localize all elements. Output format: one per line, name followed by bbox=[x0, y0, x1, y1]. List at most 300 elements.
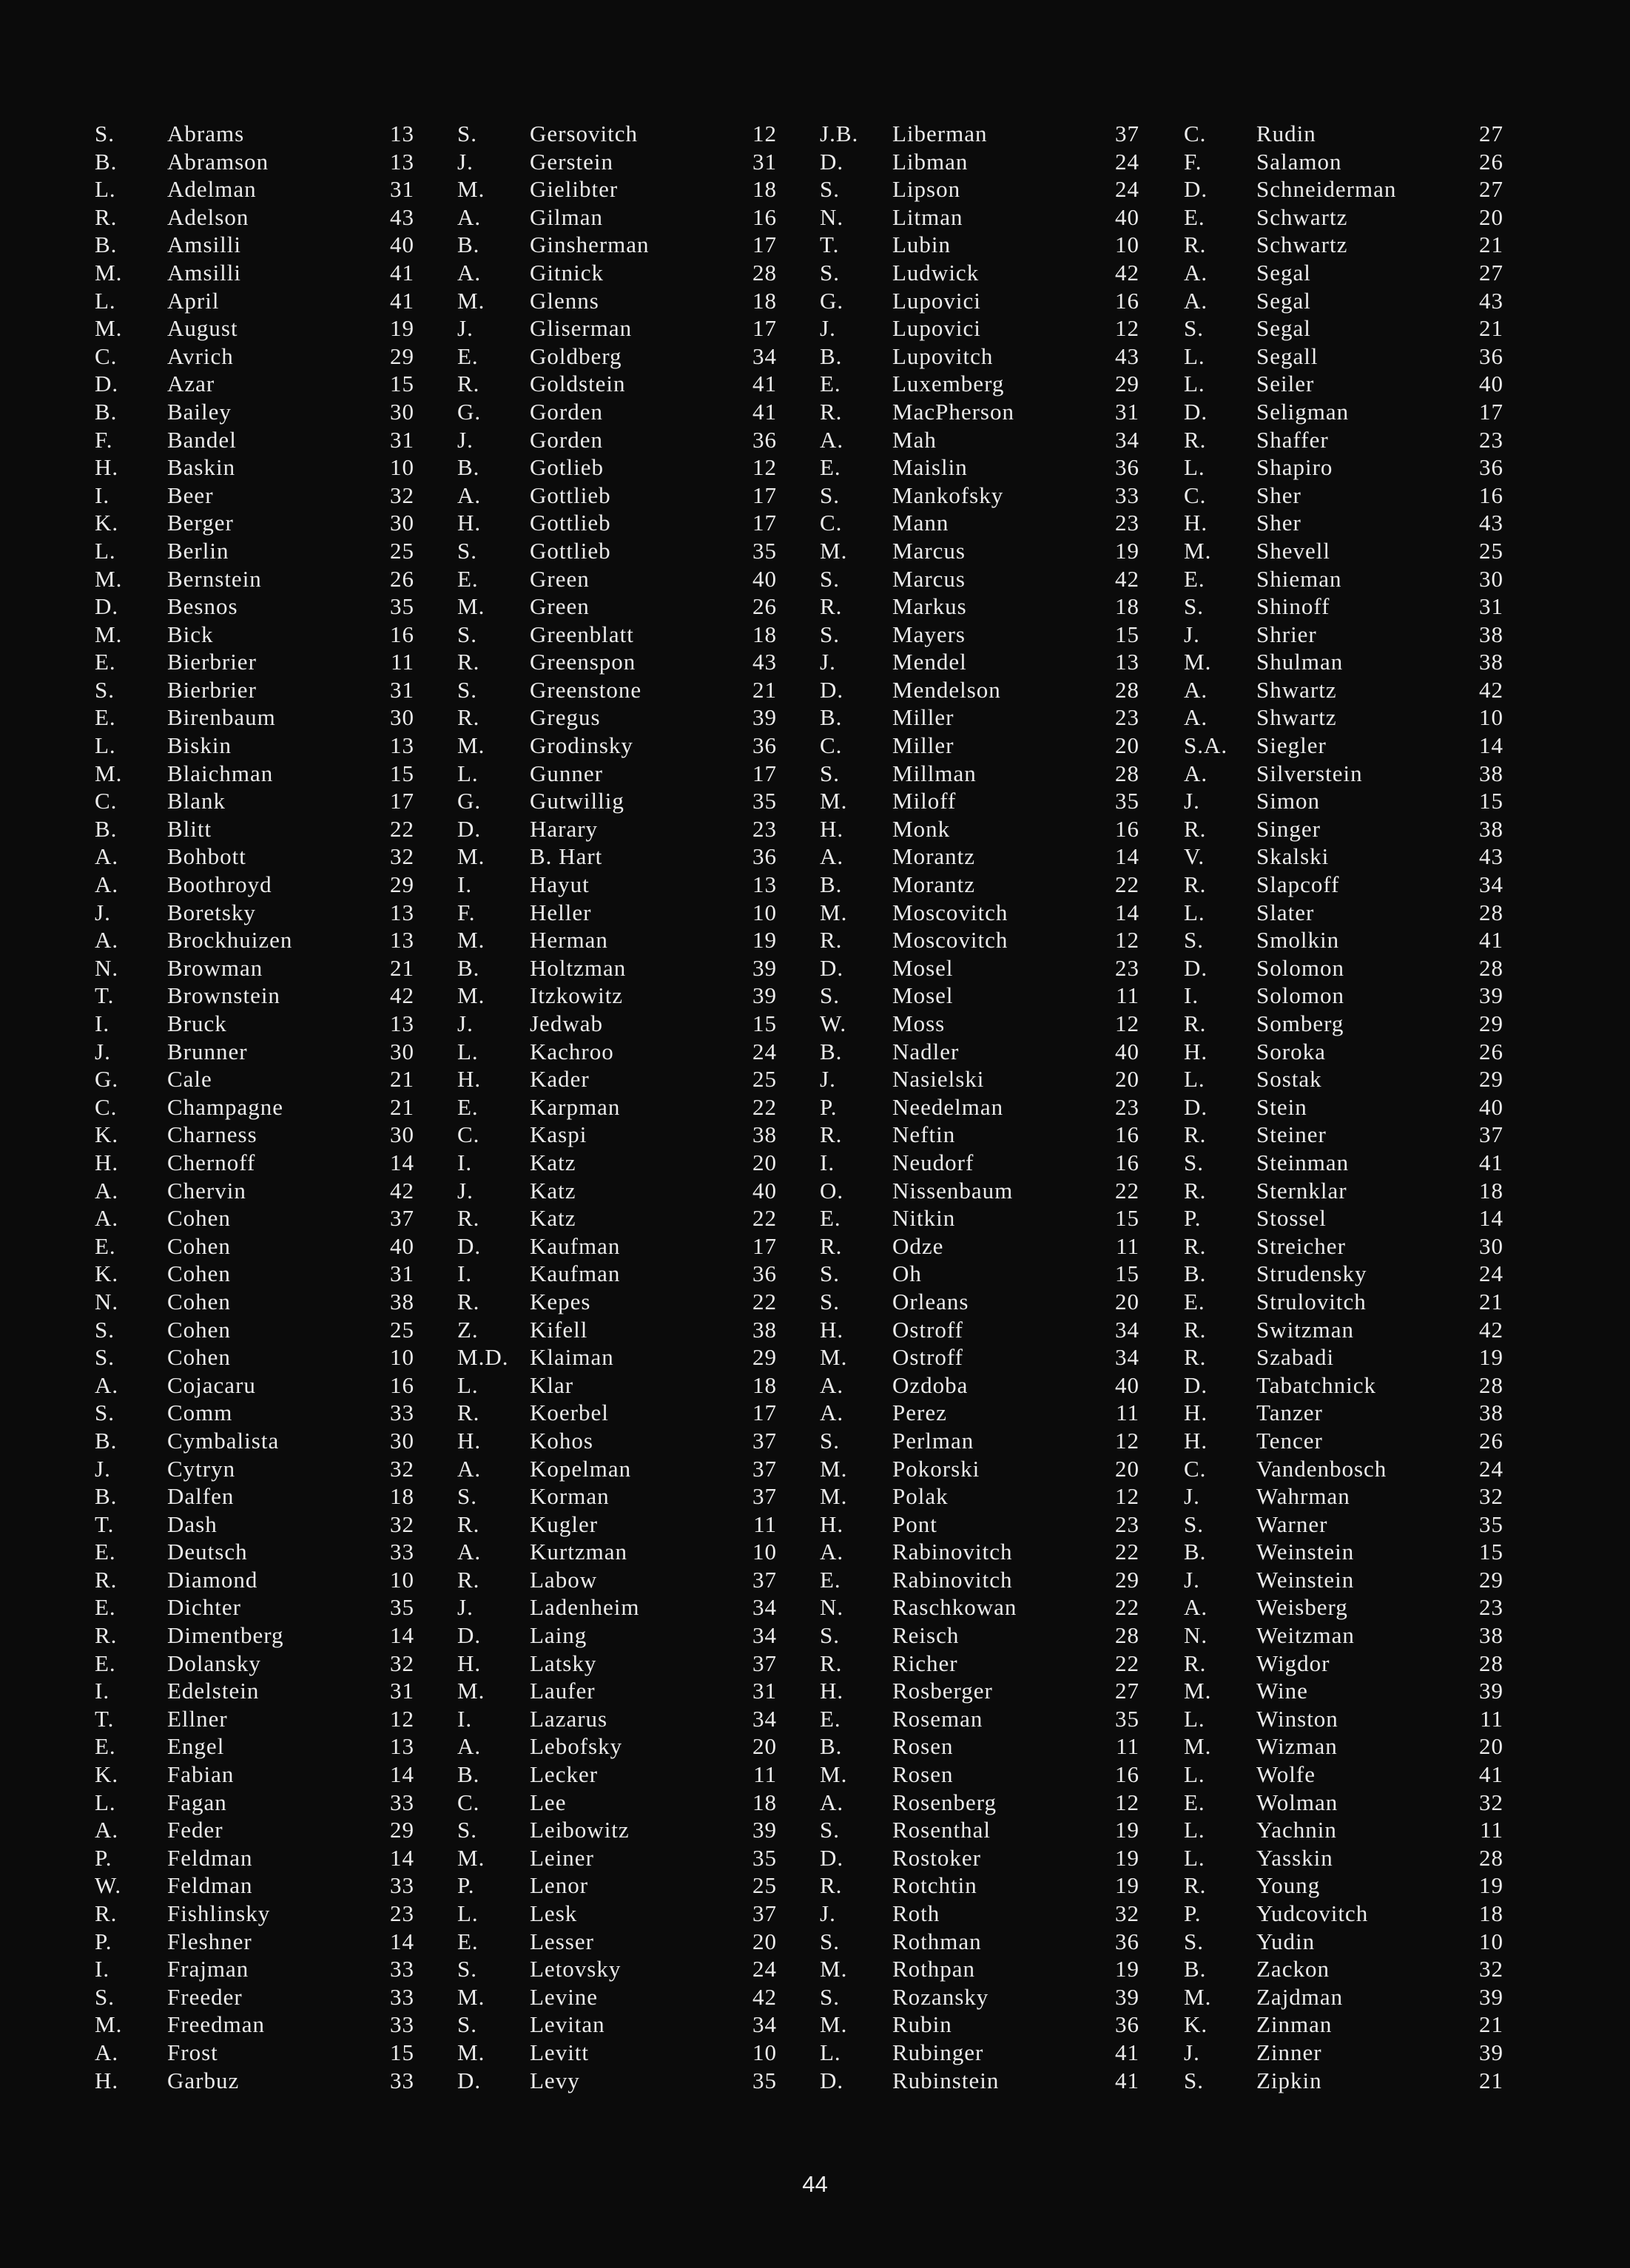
entry-initial: S. bbox=[1184, 2067, 1204, 2093]
entry-page-ref: 25 bbox=[390, 1316, 414, 1343]
index-entry bbox=[95, 482, 435, 510]
entry-surname: Grodinsky bbox=[530, 732, 633, 759]
entry-page-ref: 40 bbox=[1115, 203, 1139, 230]
entry-page-ref: 21 bbox=[1479, 1288, 1503, 1314]
entry-surname: Luxemberg bbox=[892, 371, 1005, 397]
entry-initial: F. bbox=[1184, 148, 1202, 175]
index-entry bbox=[820, 1427, 1160, 1455]
index-entry bbox=[820, 1065, 1160, 1093]
entry-initial: E. bbox=[457, 565, 479, 592]
entry-initial: B. bbox=[820, 1038, 843, 1064]
entry-page-ref: 26 bbox=[390, 565, 414, 592]
entry-page-ref: 14 bbox=[1115, 843, 1139, 870]
entry-surname: Berger bbox=[167, 510, 234, 536]
entry-page-ref: 38 bbox=[1479, 1622, 1503, 1649]
entry-initial: J. bbox=[457, 426, 474, 453]
entry-page-ref: 33 bbox=[390, 1539, 414, 1565]
entry-page-ref: 23 bbox=[390, 1900, 414, 1926]
entry-initial: R. bbox=[1184, 871, 1207, 898]
entry-surname: Shwartz bbox=[1256, 704, 1337, 731]
entry-surname: Cohen bbox=[167, 1205, 231, 1232]
entry-page-ref: 34 bbox=[752, 2011, 777, 2038]
entry-surname: Zajdman bbox=[1256, 1983, 1344, 2010]
entry-page-ref: 20 bbox=[1115, 1455, 1139, 1482]
entry-surname: Maislin bbox=[892, 454, 968, 481]
entry-surname: Segal bbox=[1256, 287, 1311, 314]
entry-initial: B. bbox=[820, 871, 843, 898]
entry-initial: J. bbox=[1184, 2039, 1200, 2065]
entry-initial: L. bbox=[457, 1371, 479, 1398]
entry-initial: B. bbox=[457, 954, 480, 981]
entry-page-ref: 43 bbox=[1479, 843, 1503, 870]
entry-initial: M. bbox=[1184, 1733, 1212, 1760]
entry-page-ref: 17 bbox=[752, 1400, 777, 1426]
index-entry bbox=[95, 148, 435, 176]
entry-surname: Lupovici bbox=[892, 315, 981, 342]
page-number: 44 bbox=[802, 2171, 828, 2197]
entry-initial: S. bbox=[820, 1288, 840, 1314]
entry-surname: Soroka bbox=[1256, 1038, 1326, 1064]
entry-initial: S. bbox=[457, 2011, 477, 2038]
entry-surname: Gorden bbox=[530, 426, 603, 453]
entry-page-ref: 22 bbox=[390, 815, 414, 842]
index-entry bbox=[457, 871, 798, 899]
entry-surname: Libman bbox=[892, 148, 969, 175]
entry-page-ref: 43 bbox=[1479, 510, 1503, 536]
entry-page-ref: 14 bbox=[390, 1928, 414, 1954]
entry-initial: B. bbox=[95, 398, 118, 425]
index-entry bbox=[457, 314, 798, 342]
index-entry bbox=[457, 537, 798, 565]
entry-page-ref: 32 bbox=[1479, 1956, 1503, 1982]
entry-page-ref: 17 bbox=[752, 1232, 777, 1259]
entry-page-ref: 39 bbox=[1479, 2039, 1503, 2065]
entry-surname: Winston bbox=[1256, 1705, 1338, 1732]
entry-initial: A. bbox=[95, 1205, 119, 1232]
entry-page-ref: 41 bbox=[752, 371, 777, 397]
entry-surname: Cojacaru bbox=[167, 1371, 256, 1398]
entry-initial: R. bbox=[820, 1121, 843, 1148]
entry-page-ref: 37 bbox=[752, 1650, 777, 1676]
entry-surname: Green bbox=[530, 593, 590, 620]
entry-page-ref: 22 bbox=[752, 1093, 777, 1120]
entry-initial: I. bbox=[95, 1956, 110, 1982]
entry-initial: K. bbox=[95, 1121, 119, 1148]
entry-page-ref: 33 bbox=[1115, 482, 1139, 508]
entry-surname: Letovsky bbox=[530, 1956, 622, 1982]
index-entry bbox=[1184, 899, 1524, 927]
entry-page-ref: 43 bbox=[752, 649, 777, 675]
entry-page-ref: 16 bbox=[1115, 815, 1139, 842]
index-entry bbox=[820, 482, 1160, 510]
index-entry bbox=[1184, 1872, 1524, 1900]
entry-initial: A. bbox=[457, 1455, 482, 1482]
index-entry bbox=[820, 398, 1160, 426]
index-entry bbox=[95, 648, 435, 676]
entry-surname: Ellner bbox=[167, 1705, 228, 1732]
entry-surname: Wolfe bbox=[1256, 1761, 1316, 1788]
entry-surname: Katz bbox=[530, 1205, 576, 1232]
entry-page-ref: 31 bbox=[1479, 593, 1503, 620]
entry-surname: Lesk bbox=[530, 1900, 578, 1926]
entry-page-ref: 15 bbox=[752, 1010, 777, 1036]
entry-initial: S. bbox=[1184, 1149, 1204, 1175]
entry-surname: Dalfen bbox=[167, 1483, 235, 1510]
entry-page-ref: 21 bbox=[1479, 315, 1503, 342]
entry-page-ref: 34 bbox=[1115, 1344, 1139, 1371]
entry-initial: M. bbox=[457, 1678, 485, 1704]
entry-page-ref: 15 bbox=[1115, 1260, 1139, 1287]
index-entry bbox=[820, 175, 1160, 203]
entry-surname: Kader bbox=[530, 1066, 590, 1093]
entry-surname: Kopelman bbox=[530, 1455, 632, 1482]
entry-surname: Gliserman bbox=[530, 315, 633, 342]
entry-initial: L. bbox=[1184, 1761, 1205, 1788]
index-entry bbox=[95, 1399, 435, 1427]
entry-surname: Rosberger bbox=[892, 1678, 993, 1704]
entry-surname: Mosel bbox=[892, 982, 954, 1009]
index-entry bbox=[457, 787, 798, 815]
entry-initial: M. bbox=[457, 732, 485, 759]
entry-initial: J. bbox=[95, 1038, 111, 1064]
entry-surname: Edelstein bbox=[167, 1678, 260, 1704]
index-entry bbox=[95, 1761, 435, 1789]
entry-page-ref: 22 bbox=[1115, 1650, 1139, 1676]
index-entry bbox=[820, 148, 1160, 176]
entry-initial: E. bbox=[95, 1539, 116, 1565]
entry-surname: Bick bbox=[167, 621, 214, 647]
entry-page-ref: 42 bbox=[390, 982, 414, 1009]
entry-surname: Adelman bbox=[167, 176, 257, 203]
entry-initial: P. bbox=[1184, 1205, 1202, 1232]
index-entry bbox=[1184, 482, 1524, 510]
entry-initial: R. bbox=[1184, 426, 1207, 453]
index-entry bbox=[820, 1816, 1160, 1844]
entry-initial: R. bbox=[95, 203, 118, 230]
entry-initial: E. bbox=[1184, 1789, 1205, 1815]
entry-surname: Moscovitch bbox=[892, 899, 1008, 925]
entry-page-ref: 38 bbox=[752, 1121, 777, 1148]
index-entry bbox=[1184, 926, 1524, 954]
entry-initial: M. bbox=[95, 315, 123, 342]
entry-page-ref: 34 bbox=[752, 1705, 777, 1732]
index-entry bbox=[95, 703, 435, 732]
entry-surname: Klar bbox=[530, 1371, 574, 1398]
index-entry bbox=[820, 1593, 1160, 1621]
index-entry bbox=[95, 1343, 435, 1371]
entry-initial: R. bbox=[820, 593, 843, 620]
index-entry bbox=[457, 1149, 798, 1177]
entry-page-ref: 32 bbox=[390, 1511, 414, 1537]
index-entry bbox=[457, 703, 798, 732]
entry-surname: Harary bbox=[530, 815, 599, 842]
entry-surname: Greenspon bbox=[530, 649, 636, 675]
entry-initial: J. bbox=[1184, 1566, 1200, 1593]
entry-surname: Simon bbox=[1256, 788, 1320, 814]
index-entry bbox=[457, 676, 798, 704]
entry-surname: Katz bbox=[530, 1149, 576, 1175]
index-entry bbox=[95, 2011, 435, 2039]
entry-initial: I. bbox=[457, 871, 473, 898]
entry-surname: Comm bbox=[167, 1400, 233, 1426]
index-entry bbox=[457, 732, 798, 760]
index-entry bbox=[95, 1093, 435, 1121]
index-entry bbox=[457, 1705, 798, 1733]
entry-page-ref: 13 bbox=[390, 121, 414, 146]
entry-surname: Smolkin bbox=[1256, 927, 1340, 954]
entry-surname: Skalski bbox=[1256, 843, 1330, 870]
entry-surname: Strudensky bbox=[1256, 1260, 1367, 1287]
index-entry bbox=[820, 453, 1160, 482]
entry-page-ref: 31 bbox=[390, 176, 414, 203]
entry-page-ref: 11 bbox=[1480, 1817, 1503, 1843]
index-entry bbox=[95, 537, 435, 565]
entry-surname: Lee bbox=[530, 1789, 567, 1815]
entry-initial: R. bbox=[1184, 1232, 1207, 1259]
entry-initial: F. bbox=[457, 899, 476, 925]
index-entry bbox=[95, 2039, 435, 2067]
index-entry bbox=[95, 2067, 435, 2095]
entry-surname: Pokorski bbox=[892, 1455, 980, 1482]
entry-initial: H. bbox=[95, 1149, 119, 1175]
entry-surname: Korman bbox=[530, 1483, 610, 1510]
entry-initial: L. bbox=[1184, 1066, 1205, 1093]
index-entry bbox=[1184, 1204, 1524, 1232]
entry-surname: Rothman bbox=[892, 1928, 982, 1954]
entry-page-ref: 37 bbox=[752, 1900, 777, 1926]
entry-initial: A. bbox=[95, 1177, 119, 1204]
entry-surname: Rubinstein bbox=[892, 2067, 1000, 2093]
entry-page-ref: 39 bbox=[752, 1817, 777, 1843]
entry-surname: Ozdoba bbox=[892, 1371, 969, 1398]
entry-page-ref: 21 bbox=[1479, 2011, 1503, 2038]
entry-page-ref: 29 bbox=[1479, 1566, 1503, 1593]
entry-initial: S. bbox=[95, 676, 115, 703]
index-entry bbox=[820, 1010, 1160, 1038]
index-entry bbox=[1184, 1010, 1524, 1038]
entry-page-ref: 15 bbox=[1115, 621, 1139, 647]
index-entry bbox=[1184, 1232, 1524, 1260]
entry-initial: S. bbox=[820, 176, 840, 203]
entry-initial: D. bbox=[457, 2067, 482, 2093]
entry-surname: Brunner bbox=[167, 1038, 248, 1064]
entry-initial: R. bbox=[1184, 1316, 1207, 1343]
index-entry bbox=[95, 1538, 435, 1566]
entry-page-ref: 32 bbox=[1479, 1483, 1503, 1510]
entry-page-ref: 19 bbox=[1479, 1344, 1503, 1371]
entry-surname: Oh bbox=[892, 1260, 922, 1287]
entry-initial: L. bbox=[1184, 899, 1205, 925]
entry-initial: A. bbox=[95, 843, 119, 870]
entry-initial: H. bbox=[820, 1316, 844, 1343]
index-entry bbox=[820, 1650, 1160, 1678]
entry-page-ref: 10 bbox=[1479, 704, 1503, 731]
entry-surname: Cymbalista bbox=[167, 1427, 280, 1454]
entry-initial: L. bbox=[1184, 1705, 1205, 1732]
entry-initial: B. bbox=[95, 1427, 118, 1454]
entry-surname: Koerbel bbox=[530, 1400, 609, 1426]
entry-initial: L. bbox=[95, 1789, 116, 1815]
entry-initial: L. bbox=[95, 537, 116, 564]
index-entry bbox=[457, 1677, 798, 1705]
entry-surname: Mah bbox=[892, 426, 937, 453]
entry-surname: Marcus bbox=[892, 565, 966, 592]
entry-page-ref: 12 bbox=[1115, 1427, 1139, 1454]
entry-surname: Seligman bbox=[1256, 398, 1350, 425]
entry-initial: C. bbox=[1184, 1455, 1207, 1482]
entry-initial: M. bbox=[95, 565, 123, 592]
entry-page-ref: 37 bbox=[752, 1566, 777, 1593]
entry-page-ref: 10 bbox=[390, 1566, 414, 1593]
entry-page-ref: 30 bbox=[390, 704, 414, 731]
entry-page-ref: 30 bbox=[390, 510, 414, 536]
entry-surname: Yasskin bbox=[1256, 1844, 1333, 1871]
entry-initial: J. bbox=[1184, 788, 1200, 814]
entry-initial: S. bbox=[1184, 1511, 1204, 1537]
entry-initial: M. bbox=[457, 843, 485, 870]
entry-initial: H. bbox=[820, 1511, 844, 1537]
index-entry bbox=[1184, 1482, 1524, 1511]
index-entry bbox=[820, 1844, 1160, 1872]
entry-initial: S. bbox=[820, 621, 840, 647]
entry-surname: Green bbox=[530, 565, 590, 592]
entry-initial: G. bbox=[457, 398, 482, 425]
index-entry bbox=[1184, 1983, 1524, 2011]
entry-initial: R. bbox=[1184, 1121, 1207, 1148]
entry-surname: Bierbrier bbox=[167, 676, 257, 703]
index-entry bbox=[820, 1204, 1160, 1232]
entry-initial: C. bbox=[95, 788, 118, 814]
entry-page-ref: 25 bbox=[390, 537, 414, 564]
entry-initial: N. bbox=[820, 203, 844, 230]
entry-initial: C. bbox=[820, 732, 843, 759]
entry-surname: Pont bbox=[892, 1511, 937, 1537]
entry-surname: Dichter bbox=[167, 1594, 241, 1621]
index-entry bbox=[457, 482, 798, 510]
entry-surname: Browman bbox=[167, 954, 263, 981]
entry-surname: Yudcovitch bbox=[1256, 1900, 1369, 1926]
entry-page-ref: 22 bbox=[1115, 871, 1139, 898]
index-entry bbox=[457, 593, 798, 621]
entry-surname: Blank bbox=[167, 788, 226, 814]
entry-surname: Vandenbosch bbox=[1256, 1455, 1387, 1482]
entry-page-ref: 13 bbox=[390, 899, 414, 925]
entry-page-ref: 31 bbox=[390, 1678, 414, 1704]
entry-initial: G. bbox=[457, 788, 482, 814]
entry-initial: S. bbox=[1184, 927, 1204, 954]
entry-surname: Kurtzman bbox=[530, 1539, 627, 1565]
entry-surname: Shevell bbox=[1256, 537, 1330, 564]
index-entry bbox=[95, 1566, 435, 1594]
index-entry bbox=[95, 287, 435, 315]
index-entry bbox=[95, 231, 435, 259]
entry-initial: S. bbox=[820, 1817, 840, 1843]
index-entry bbox=[1184, 732, 1524, 760]
entry-initial: M. bbox=[1184, 1983, 1212, 2010]
entry-surname: Shrier bbox=[1256, 621, 1317, 647]
index-entry bbox=[820, 1371, 1160, 1400]
entry-page-ref: 40 bbox=[752, 565, 777, 592]
index-entry bbox=[457, 120, 798, 148]
entry-page-ref: 38 bbox=[1479, 1400, 1503, 1426]
entry-initial: J. bbox=[457, 1594, 474, 1621]
entry-surname: Schwartz bbox=[1256, 203, 1348, 230]
index-entry bbox=[1184, 1705, 1524, 1733]
entry-initial: R. bbox=[95, 1622, 118, 1649]
entry-page-ref: 19 bbox=[1479, 1872, 1503, 1899]
entry-initial: R. bbox=[95, 1566, 118, 1593]
entry-surname: Rosen bbox=[892, 1733, 954, 1760]
entry-initial: D. bbox=[820, 1844, 844, 1871]
entry-page-ref: 43 bbox=[1115, 342, 1139, 369]
entry-surname: Wahrman bbox=[1256, 1483, 1350, 1510]
entry-surname: Slater bbox=[1256, 899, 1315, 925]
index-entry bbox=[820, 509, 1160, 537]
index-entry bbox=[457, 1844, 798, 1872]
index-entry bbox=[95, 426, 435, 454]
index-entry bbox=[457, 453, 798, 482]
entry-initial: P. bbox=[95, 1844, 112, 1871]
entry-surname: Odze bbox=[892, 1232, 944, 1259]
entry-surname: Fagan bbox=[167, 1789, 227, 1815]
index-entry bbox=[1184, 1900, 1524, 1928]
entry-page-ref: 23 bbox=[1115, 1093, 1139, 1120]
entry-surname: Young bbox=[1256, 1872, 1321, 1899]
entry-page-ref: 32 bbox=[390, 1455, 414, 1482]
entry-surname: Katz bbox=[530, 1177, 576, 1204]
entry-page-ref: 23 bbox=[1115, 704, 1139, 731]
entry-surname: Schneiderman bbox=[1256, 176, 1397, 203]
entry-surname: Garbuz bbox=[167, 2067, 240, 2093]
entry-page-ref: 22 bbox=[752, 1205, 777, 1232]
entry-surname: Wigdor bbox=[1256, 1650, 1330, 1676]
entry-page-ref: 21 bbox=[752, 676, 777, 703]
entry-page-ref: 14 bbox=[390, 1149, 414, 1175]
entry-surname: Yudin bbox=[1256, 1928, 1316, 1954]
entry-page-ref: 10 bbox=[752, 1539, 777, 1565]
index-entry bbox=[820, 621, 1160, 649]
entry-surname: Rabinovitch bbox=[892, 1539, 1013, 1565]
entry-page-ref: 15 bbox=[1479, 1539, 1503, 1565]
entry-page-ref: 38 bbox=[1479, 815, 1503, 842]
index-entry bbox=[457, 1343, 798, 1371]
index-entry bbox=[95, 676, 435, 704]
entry-initial: S. bbox=[95, 1400, 115, 1426]
index-entry bbox=[457, 231, 798, 259]
index-entry bbox=[457, 899, 798, 927]
entry-initial: H. bbox=[1184, 1427, 1208, 1454]
index-entry bbox=[820, 648, 1160, 676]
entry-initial: H. bbox=[1184, 1038, 1208, 1064]
entry-surname: Segal bbox=[1256, 259, 1311, 286]
entry-surname: Liberman bbox=[892, 121, 988, 146]
entry-initial: M. bbox=[820, 2011, 848, 2038]
entry-page-ref: 26 bbox=[752, 593, 777, 620]
entry-initial: W. bbox=[820, 1010, 847, 1036]
entry-initial: S. bbox=[820, 982, 840, 1009]
entry-surname: Feldman bbox=[167, 1844, 253, 1871]
index-entry bbox=[820, 1538, 1160, 1566]
entry-page-ref: 23 bbox=[1115, 1511, 1139, 1537]
entry-initial: S. bbox=[457, 537, 477, 564]
entry-page-ref: 11 bbox=[1116, 1400, 1139, 1426]
entry-initial: E. bbox=[820, 454, 841, 481]
index-entry bbox=[1184, 2011, 1524, 2039]
entry-initial: E. bbox=[95, 1594, 116, 1621]
entry-page-ref: 38 bbox=[390, 1288, 414, 1314]
entry-initial: D. bbox=[820, 2067, 844, 2093]
index-entry bbox=[457, 1038, 798, 1066]
